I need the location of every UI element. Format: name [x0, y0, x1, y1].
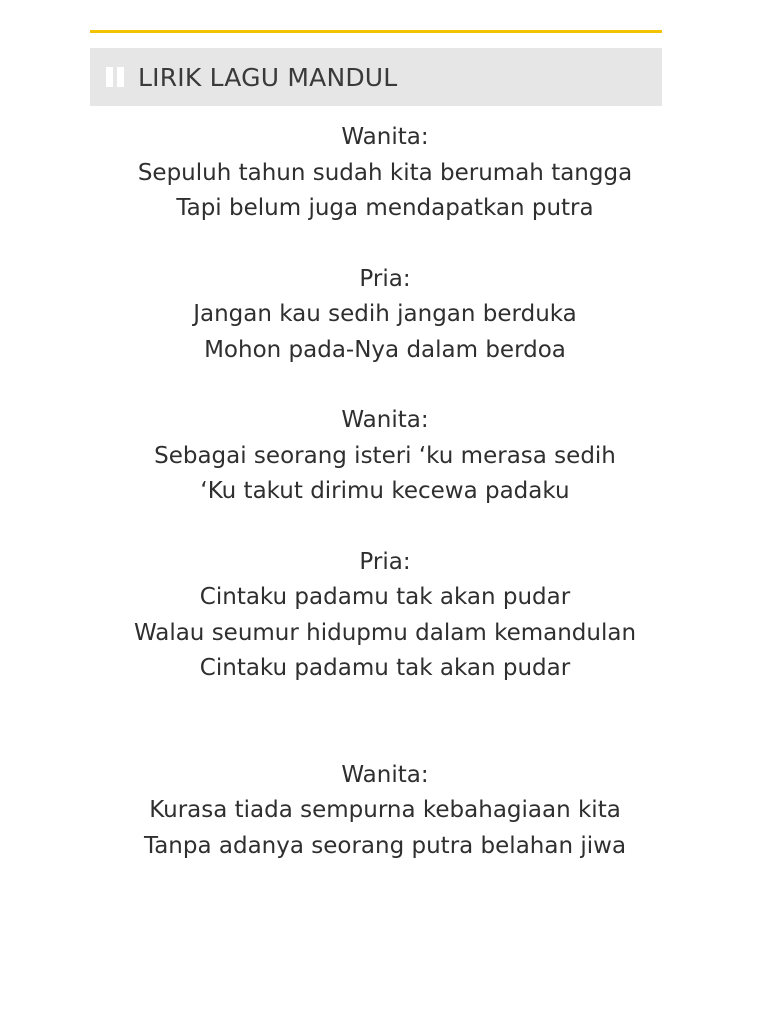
speaker-label: Pria:: [359, 265, 411, 292]
speaker-label: Wanita:: [341, 761, 429, 788]
speaker-label: Pria:: [359, 548, 411, 575]
speaker-label: Wanita:: [341, 407, 429, 433]
stanza-spacer: [90, 510, 680, 545]
lyric-line: Cintaku padamu tak akan pudar: [199, 655, 571, 681]
pause-bars-icon: [106, 67, 124, 87]
lyric-line: Tanpa adanya seorang putra belahan jiwa: [143, 832, 627, 859]
lyrics-body: [90, 120, 680, 864]
lyric-line: ‘Ku takut dirimu kecewa padaku: [200, 478, 570, 504]
top-accent-rule: [90, 30, 662, 33]
speaker-label: Wanita:: [341, 124, 429, 150]
stanza-spacer: [90, 368, 680, 403]
lyric-line: Cintaku padamu tak akan pudar: [199, 584, 571, 610]
section-header: [90, 48, 662, 106]
lyric-line: Kurasa tiada sempurna kebahagiaan kita: [149, 797, 621, 823]
section-title: LIRIK LAGU MANDUL: [138, 62, 398, 92]
stanza-spacer: [90, 227, 680, 262]
stanza: [90, 120, 680, 227]
stanza: [90, 403, 680, 510]
lyric-line: Mohon pada-Nya dalam berdoa: [204, 336, 566, 363]
lyric-line: Tapi belum juga mendapatkan putra: [176, 195, 594, 221]
lyric-line: Jangan kau sedih jangan berduka: [193, 301, 577, 327]
stanza-spacer: [90, 687, 680, 758]
stanza: [90, 758, 680, 865]
stanza: [90, 262, 680, 369]
stanza: [90, 545, 680, 687]
lyric-line: Sebagai seorang isteri ‘ku merasa sedih: [154, 442, 616, 469]
lyric-line: Walau seumur hidupmu dalam kemandulan: [133, 619, 637, 646]
lyric-line: Sepuluh tahun sudah kita berumah tangga: [137, 159, 633, 186]
